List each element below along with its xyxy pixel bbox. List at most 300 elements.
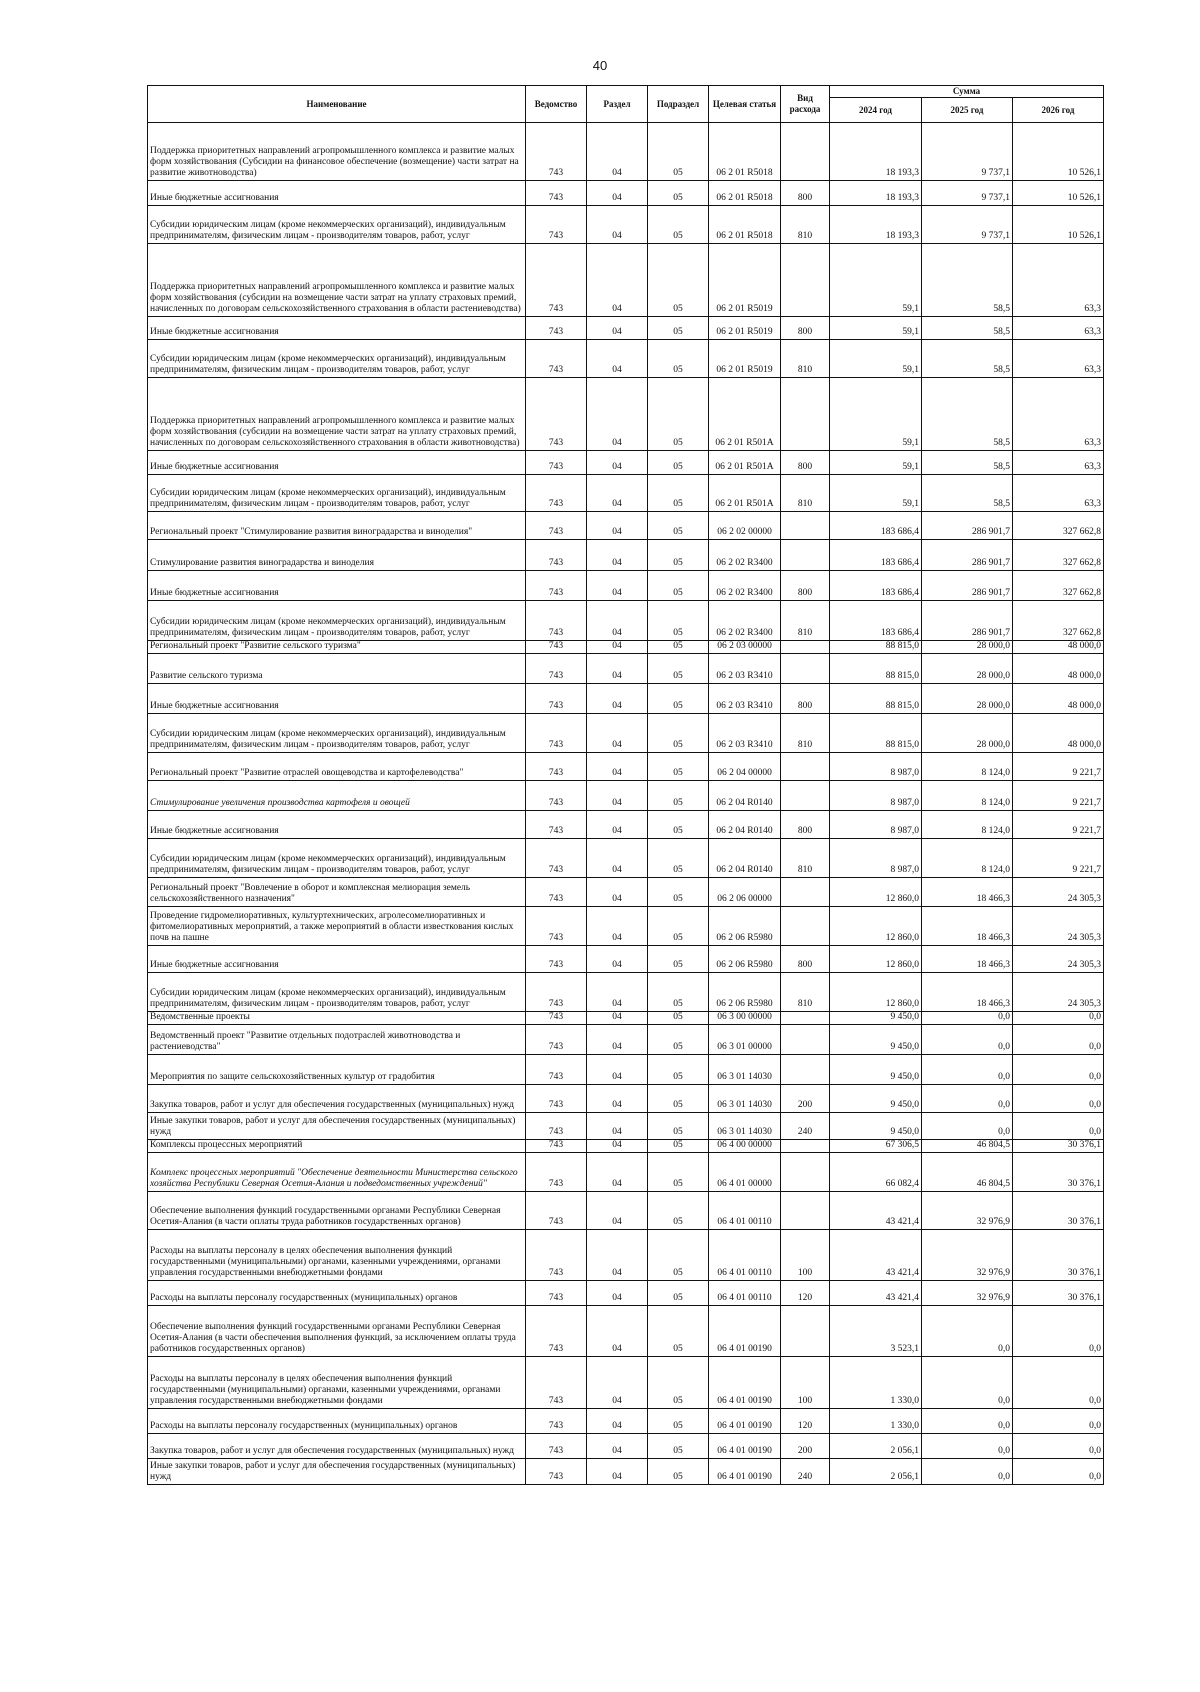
row-amount-2026-cell: 63,3: [1013, 317, 1104, 340]
row-department-cell: 743: [526, 1459, 587, 1485]
row-name-cell: Обеспечение выполнения функций государственными органами Республики Северная Осетия-Алания (в части обеспечения выполнения функций, за исключением оплаты труда работников государственных органов): [148, 1306, 526, 1357]
table-row: [148, 340, 1104, 378]
row-name-cell: Иные бюджетные ассигнования: [148, 684, 526, 714]
row-section-cell: 04: [587, 244, 648, 317]
row-target-item-cell: 06 4 01 00190: [709, 1357, 781, 1409]
row-name-cell: Субсидии юридическим лицам (кроме некоммерческих организаций), индивидуальным предпринимателям, физическим лицам - производителям товаров, работ, услуг: [148, 206, 526, 244]
row-amount-2024-cell: 59,1: [830, 451, 922, 475]
row-amount-2025-cell: 18 466,3: [922, 946, 1013, 973]
row-amount-2025-cell: 28 000,0: [922, 684, 1013, 714]
row-department-cell: 743: [526, 839, 587, 878]
row-name-cell: Иные бюджетные ассигнования: [148, 317, 526, 340]
row-department-cell: 743: [526, 1025, 587, 1055]
row-department-cell: 743: [526, 1409, 587, 1434]
row-amount-2024-cell: 59,1: [830, 475, 922, 512]
row-amount-2025-cell: 58,5: [922, 475, 1013, 512]
table-row: [148, 1230, 1104, 1281]
row-amount-2026-cell: 9 221,7: [1013, 811, 1104, 839]
row-department-cell: 743: [526, 1357, 587, 1409]
table-row: [148, 684, 1104, 714]
row-department-cell: 743: [526, 451, 587, 475]
row-section-cell: 04: [587, 451, 648, 475]
row-expense-type-cell: 800: [781, 684, 830, 714]
row-name-cell: Расходы на выплаты персоналу государственных (муниципальных) органов: [148, 1409, 526, 1434]
row-amount-2025-cell: 0,0: [922, 1012, 1013, 1025]
row-name-cell: Субсидии юридическим лицам (кроме некоммерческих организаций), индивидуальным предпринимателям, физическим лицам - производителям товаров, работ, услуг: [148, 601, 526, 641]
table-row: [148, 451, 1104, 475]
row-amount-2024-cell: 88 815,0: [830, 641, 922, 654]
row-department-cell: 743: [526, 540, 587, 571]
table-row: [148, 781, 1104, 811]
row-subsection-cell: 05: [648, 1192, 709, 1230]
row-name-cell: Расходы на выплаты персоналу в целях обеспечения выполнения функций государственными (муниципальными) органами, казенными учреждениями, органами управления государственными внебюджетными фондами: [148, 1230, 526, 1281]
row-amount-2026-cell: 0,0: [1013, 1357, 1104, 1409]
row-target-item-cell: 06 2 04 00000: [709, 753, 781, 781]
row-section-cell: 04: [587, 753, 648, 781]
row-amount-2026-cell: 10 526,1: [1013, 123, 1104, 181]
row-subsection-cell: 05: [648, 1459, 709, 1485]
row-amount-2024-cell: 3 523,1: [830, 1306, 922, 1357]
row-amount-2025-cell: 9 737,1: [922, 206, 1013, 244]
row-amount-2026-cell: 0,0: [1013, 1434, 1104, 1459]
row-name-cell: Поддержка приоритетных направлений агропромышленного комплекса и развитие малых форм хозяйствования (субсидии на возмещение части затрат на уплату страховых премий, начисленных по договорам сельскохозяйственного страхования в области животноводства): [148, 378, 526, 451]
row-amount-2024-cell: 12 860,0: [830, 878, 922, 907]
row-name-cell: Ведомственные проекты: [148, 1012, 526, 1025]
row-section-cell: 04: [587, 1012, 648, 1025]
row-subsection-cell: 05: [648, 1113, 709, 1140]
row-subsection-cell: 05: [648, 1012, 709, 1025]
row-subsection-cell: 05: [648, 781, 709, 811]
row-subsection-cell: 05: [648, 1230, 709, 1281]
row-amount-2025-cell: 9 737,1: [922, 123, 1013, 181]
row-target-item-cell: 06 4 01 00190: [709, 1409, 781, 1434]
row-department-cell: 743: [526, 206, 587, 244]
row-department-cell: 743: [526, 340, 587, 378]
row-subsection-cell: 05: [648, 571, 709, 601]
row-amount-2024-cell: 88 815,0: [830, 654, 922, 684]
row-expense-type-cell: 100: [781, 1357, 830, 1409]
row-section-cell: 04: [587, 781, 648, 811]
row-department-cell: 743: [526, 714, 587, 753]
row-amount-2025-cell: 8 124,0: [922, 839, 1013, 878]
row-subsection-cell: 05: [648, 1357, 709, 1409]
table-row: [148, 811, 1104, 839]
row-expense-type-cell: 810: [781, 839, 830, 878]
row-subsection-cell: 05: [648, 181, 709, 206]
row-department-cell: 743: [526, 571, 587, 601]
row-amount-2025-cell: 0,0: [922, 1306, 1013, 1357]
row-expense-type-cell: [781, 1055, 830, 1085]
row-section-cell: 04: [587, 654, 648, 684]
row-amount-2025-cell: 286 901,7: [922, 540, 1013, 571]
row-amount-2025-cell: 0,0: [922, 1434, 1013, 1459]
row-subsection-cell: 05: [648, 1025, 709, 1055]
row-target-item-cell: 06 3 01 14030: [709, 1113, 781, 1140]
row-expense-type-cell: 800: [781, 451, 830, 475]
table-row: [148, 714, 1104, 753]
row-target-item-cell: 06 3 00 00000: [709, 1012, 781, 1025]
row-amount-2025-cell: 32 976,9: [922, 1230, 1013, 1281]
row-target-item-cell: 06 2 06 R5980: [709, 973, 781, 1012]
row-amount-2024-cell: 9 450,0: [830, 1113, 922, 1140]
table-row: [148, 641, 1104, 654]
row-subsection-cell: 05: [648, 206, 709, 244]
table-row: [148, 878, 1104, 907]
row-amount-2025-cell: 32 976,9: [922, 1281, 1013, 1306]
row-section-cell: 04: [587, 1357, 648, 1409]
row-section-cell: 04: [587, 641, 648, 654]
row-amount-2026-cell: 63,3: [1013, 340, 1104, 378]
table-row: [148, 601, 1104, 641]
row-amount-2026-cell: 327 662,8: [1013, 601, 1104, 641]
row-target-item-cell: 06 2 01 R5018: [709, 181, 781, 206]
row-section-cell: 04: [587, 973, 648, 1012]
row-amount-2026-cell: 0,0: [1013, 1409, 1104, 1434]
row-department-cell: 743: [526, 907, 587, 946]
row-amount-2025-cell: 58,5: [922, 340, 1013, 378]
row-target-item-cell: 06 2 04 R0140: [709, 811, 781, 839]
row-amount-2025-cell: 0,0: [922, 1055, 1013, 1085]
row-target-item-cell: 06 2 02 R3400: [709, 540, 781, 571]
row-name-cell: Иные бюджетные ассигнования: [148, 811, 526, 839]
row-expense-type-cell: 800: [781, 317, 830, 340]
row-amount-2025-cell: 58,5: [922, 317, 1013, 340]
row-department-cell: 743: [526, 378, 587, 451]
row-expense-type-cell: 200: [781, 1085, 830, 1113]
row-amount-2026-cell: 63,3: [1013, 378, 1104, 451]
row-target-item-cell: 06 3 01 00000: [709, 1025, 781, 1055]
row-amount-2025-cell: 286 901,7: [922, 601, 1013, 641]
row-expense-type-cell: 810: [781, 340, 830, 378]
row-amount-2024-cell: 183 686,4: [830, 540, 922, 571]
row-subsection-cell: 05: [648, 1153, 709, 1192]
row-section-cell: 04: [587, 181, 648, 206]
row-amount-2024-cell: 12 860,0: [830, 907, 922, 946]
header-name: Наименование: [148, 86, 526, 123]
row-expense-type-cell: [781, 540, 830, 571]
row-expense-type-cell: 810: [781, 601, 830, 641]
row-amount-2026-cell: 0,0: [1013, 1012, 1104, 1025]
row-section-cell: 04: [587, 378, 648, 451]
row-expense-type-cell: 120: [781, 1409, 830, 1434]
row-amount-2024-cell: 43 421,4: [830, 1192, 922, 1230]
row-amount-2026-cell: 63,3: [1013, 451, 1104, 475]
row-subsection-cell: 05: [648, 946, 709, 973]
row-section-cell: 04: [587, 839, 648, 878]
row-target-item-cell: 06 2 01 R501A: [709, 475, 781, 512]
row-department-cell: 743: [526, 781, 587, 811]
table-row: [148, 946, 1104, 973]
row-name-cell: Иные бюджетные ассигнования: [148, 571, 526, 601]
table-row: [148, 1085, 1104, 1113]
row-target-item-cell: 06 2 04 R0140: [709, 839, 781, 878]
row-expense-type-cell: 810: [781, 206, 830, 244]
row-name-cell: Субсидии юридическим лицам (кроме некоммерческих организаций), индивидуальным предпринимателям, физическим лицам - производителям товаров, работ, услуг: [148, 714, 526, 753]
row-amount-2025-cell: 28 000,0: [922, 654, 1013, 684]
row-amount-2026-cell: 9 221,7: [1013, 753, 1104, 781]
row-department-cell: 743: [526, 1113, 587, 1140]
row-amount-2025-cell: 286 901,7: [922, 571, 1013, 601]
row-expense-type-cell: 120: [781, 1281, 830, 1306]
header-year-2024: 2024 год: [830, 98, 922, 123]
row-name-cell: Иные бюджетные ассигнования: [148, 181, 526, 206]
row-amount-2026-cell: 63,3: [1013, 244, 1104, 317]
row-amount-2024-cell: 8 987,0: [830, 781, 922, 811]
row-expense-type-cell: 800: [781, 811, 830, 839]
row-section-cell: 04: [587, 1025, 648, 1055]
row-name-cell: Обеспечение выполнения функций государственными органами Республики Северная Осетия-Алания (в части оплаты труда работников государственных органов): [148, 1192, 526, 1230]
header-year-2025: 2025 год: [922, 98, 1013, 123]
row-section-cell: 04: [587, 811, 648, 839]
row-section-cell: 04: [587, 1055, 648, 1085]
row-department-cell: 743: [526, 1192, 587, 1230]
row-department-cell: 743: [526, 1140, 587, 1153]
row-subsection-cell: 05: [648, 475, 709, 512]
header-subsection: Подраздел: [648, 86, 709, 123]
row-section-cell: 04: [587, 540, 648, 571]
row-name-cell: Развитие сельского туризма: [148, 654, 526, 684]
row-expense-type-cell: [781, 878, 830, 907]
row-amount-2026-cell: 30 376,1: [1013, 1140, 1104, 1153]
row-name-cell: Расходы на выплаты персоналу в целях обеспечения выполнения функций государственными (муниципальными) органами, казенными учреждениями, органами управления государственными внебюджетными фондами: [148, 1357, 526, 1409]
row-amount-2026-cell: 30 376,1: [1013, 1281, 1104, 1306]
row-amount-2025-cell: 18 466,3: [922, 973, 1013, 1012]
row-target-item-cell: 06 2 06 00000: [709, 878, 781, 907]
row-amount-2025-cell: 0,0: [922, 1409, 1013, 1434]
row-amount-2025-cell: 286 901,7: [922, 512, 1013, 540]
row-section-cell: 04: [587, 1459, 648, 1485]
row-amount-2024-cell: 43 421,4: [830, 1230, 922, 1281]
row-amount-2026-cell: 10 526,1: [1013, 206, 1104, 244]
row-subsection-cell: 05: [648, 714, 709, 753]
row-name-cell: Региональный проект "Развитие сельского туризма": [148, 641, 526, 654]
row-name-cell: Иные закупки товаров, работ и услуг для обеспечения государственных (муниципальных) нужд: [148, 1459, 526, 1485]
row-target-item-cell: 06 2 01 R5019: [709, 317, 781, 340]
table-row: [148, 571, 1104, 601]
row-department-cell: 743: [526, 475, 587, 512]
row-amount-2025-cell: 18 466,3: [922, 878, 1013, 907]
row-amount-2026-cell: 24 305,3: [1013, 878, 1104, 907]
budget-table: [147, 85, 1104, 1485]
row-amount-2025-cell: 28 000,0: [922, 641, 1013, 654]
row-amount-2026-cell: 30 376,1: [1013, 1230, 1104, 1281]
row-subsection-cell: 05: [648, 1140, 709, 1153]
row-amount-2025-cell: 58,5: [922, 378, 1013, 451]
row-name-cell: Стимулирование увеличения производства картофеля и овощей: [148, 781, 526, 811]
table-row: [148, 206, 1104, 244]
row-section-cell: 04: [587, 571, 648, 601]
table-row: [148, 512, 1104, 540]
row-name-cell: Иные закупки товаров, работ и услуг для обеспечения государственных (муниципальных) нужд: [148, 1113, 526, 1140]
row-name-cell: Поддержка приоритетных направлений агропромышленного комплекса и развитие малых форм хозяйствования (субсидии на возмещение части затрат на уплату страховых премий, начисленных по договорам сельскохозяйственного страхования в области растениеводства): [148, 244, 526, 317]
row-section-cell: 04: [587, 1306, 648, 1357]
row-name-cell: Расходы на выплаты персоналу государственных (муниципальных) органов: [148, 1281, 526, 1306]
row-amount-2024-cell: 12 860,0: [830, 946, 922, 973]
row-subsection-cell: 05: [648, 973, 709, 1012]
row-amount-2024-cell: 2 056,1: [830, 1459, 922, 1485]
header-section: Раздел: [587, 86, 648, 123]
row-subsection-cell: 05: [648, 753, 709, 781]
row-department-cell: 743: [526, 317, 587, 340]
row-section-cell: 04: [587, 1409, 648, 1434]
table-row: [148, 1409, 1104, 1434]
row-amount-2025-cell: 8 124,0: [922, 753, 1013, 781]
row-amount-2025-cell: 8 124,0: [922, 811, 1013, 839]
row-name-cell: Субсидии юридическим лицам (кроме некоммерческих организаций), индивидуальным предпринимателям, физическим лицам - производителям товаров, работ, услуг: [148, 340, 526, 378]
row-subsection-cell: 05: [648, 1434, 709, 1459]
row-amount-2025-cell: 0,0: [922, 1113, 1013, 1140]
table-row: [148, 317, 1104, 340]
table-row: [148, 1306, 1104, 1357]
row-section-cell: 04: [587, 684, 648, 714]
row-subsection-cell: 05: [648, 317, 709, 340]
row-subsection-cell: 05: [648, 1409, 709, 1434]
row-amount-2025-cell: 0,0: [922, 1357, 1013, 1409]
row-target-item-cell: 06 2 02 R3400: [709, 601, 781, 641]
row-name-cell: Закупка товаров, работ и услуг для обеспечения государственных (муниципальных) нужд: [148, 1434, 526, 1459]
row-amount-2026-cell: 30 376,1: [1013, 1153, 1104, 1192]
row-department-cell: 743: [526, 123, 587, 181]
table-row: [148, 1025, 1104, 1055]
row-amount-2025-cell: 32 976,9: [922, 1192, 1013, 1230]
row-department-cell: 743: [526, 1012, 587, 1025]
table-row: [148, 181, 1104, 206]
row-target-item-cell: 06 4 01 00110: [709, 1281, 781, 1306]
row-amount-2025-cell: 0,0: [922, 1459, 1013, 1485]
row-subsection-cell: 05: [648, 1306, 709, 1357]
row-name-cell: Стимулирование развития виноградарства и виноделия: [148, 540, 526, 571]
row-name-cell: Региональный проект "Стимулирование развития виноградарства и виноделия": [148, 512, 526, 540]
row-department-cell: 743: [526, 601, 587, 641]
row-section-cell: 04: [587, 1434, 648, 1459]
row-amount-2024-cell: 2 056,1: [830, 1434, 922, 1459]
row-subsection-cell: 05: [648, 340, 709, 378]
row-subsection-cell: 05: [648, 601, 709, 641]
row-target-item-cell: 06 2 03 R3410: [709, 714, 781, 753]
row-amount-2024-cell: 59,1: [830, 340, 922, 378]
row-expense-type-cell: [781, 1012, 830, 1025]
row-target-item-cell: 06 2 01 R501A: [709, 378, 781, 451]
table-row: [148, 1192, 1104, 1230]
row-amount-2026-cell: 0,0: [1013, 1085, 1104, 1113]
row-amount-2024-cell: 9 450,0: [830, 1012, 922, 1025]
row-department-cell: 743: [526, 684, 587, 714]
row-target-item-cell: 06 2 01 R5018: [709, 206, 781, 244]
row-name-cell: Иные бюджетные ассигнования: [148, 946, 526, 973]
row-name-cell: Закупка товаров, работ и услуг для обеспечения государственных (муниципальных) нужд: [148, 1085, 526, 1113]
row-name-cell: Проведение гидромелиоративных, культуртехнических, агролесомелиоративных и фитомелиоративных мероприятий, а также мероприятий в области известкования кислых почв на пашне: [148, 907, 526, 946]
row-target-item-cell: 06 4 01 00110: [709, 1192, 781, 1230]
row-amount-2025-cell: 28 000,0: [922, 714, 1013, 753]
row-amount-2024-cell: 59,1: [830, 378, 922, 451]
row-section-cell: 04: [587, 1140, 648, 1153]
row-expense-type-cell: [781, 907, 830, 946]
row-expense-type-cell: 100: [781, 1230, 830, 1281]
row-section-cell: 04: [587, 946, 648, 973]
row-target-item-cell: 06 4 01 00110: [709, 1230, 781, 1281]
row-amount-2024-cell: 59,1: [830, 244, 922, 317]
row-amount-2024-cell: 43 421,4: [830, 1281, 922, 1306]
row-target-item-cell: 06 2 02 00000: [709, 512, 781, 540]
row-name-cell: Поддержка приоритетных направлений агропромышленного комплекса и развитие малых форм хозяйствования (Субсидии на финансовое обеспечение (возмещение) части затрат на развитие животноводства): [148, 123, 526, 181]
row-target-item-cell: 06 2 06 R5980: [709, 907, 781, 946]
header-target-item: Целевая статья: [709, 86, 781, 123]
row-expense-type-cell: [781, 123, 830, 181]
row-name-cell: Иные бюджетные ассигнования: [148, 451, 526, 475]
row-target-item-cell: 06 4 01 00190: [709, 1459, 781, 1485]
row-expense-type-cell: 200: [781, 1434, 830, 1459]
row-expense-type-cell: [781, 641, 830, 654]
row-target-item-cell: 06 2 06 R5980: [709, 946, 781, 973]
row-expense-type-cell: [781, 378, 830, 451]
row-amount-2025-cell: 9 737,1: [922, 181, 1013, 206]
row-name-cell: Субсидии юридическим лицам (кроме некоммерческих организаций), индивидуальным предпринимателям, физическим лицам - производителям товаров, работ, услуг: [148, 475, 526, 512]
header-year-2026: 2026 год: [1013, 98, 1104, 123]
row-expense-type-cell: [781, 1140, 830, 1153]
table-row: [148, 475, 1104, 512]
table-row: [148, 1153, 1104, 1192]
row-amount-2024-cell: 8 987,0: [830, 811, 922, 839]
row-expense-type-cell: [781, 1192, 830, 1230]
row-section-cell: 04: [587, 601, 648, 641]
page-number: 40: [592, 58, 608, 73]
row-amount-2026-cell: 0,0: [1013, 1306, 1104, 1357]
row-amount-2026-cell: 9 221,7: [1013, 781, 1104, 811]
table-row: [148, 378, 1104, 451]
row-target-item-cell: 06 2 02 R3400: [709, 571, 781, 601]
row-amount-2025-cell: 46 804,5: [922, 1140, 1013, 1153]
row-amount-2024-cell: 1 330,0: [830, 1357, 922, 1409]
row-target-item-cell: 06 2 01 R5019: [709, 340, 781, 378]
row-section-cell: 04: [587, 206, 648, 244]
row-department-cell: 743: [526, 1306, 587, 1357]
row-section-cell: 04: [587, 512, 648, 540]
table-row: [148, 1113, 1104, 1140]
row-amount-2024-cell: 59,1: [830, 317, 922, 340]
table-row: [148, 244, 1104, 317]
table-row: [148, 654, 1104, 684]
row-amount-2026-cell: 24 305,3: [1013, 973, 1104, 1012]
row-expense-type-cell: [781, 781, 830, 811]
row-target-item-cell: 06 2 04 R0140: [709, 781, 781, 811]
row-amount-2026-cell: 48 000,0: [1013, 684, 1104, 714]
row-amount-2024-cell: 12 860,0: [830, 973, 922, 1012]
row-expense-type-cell: [781, 512, 830, 540]
row-section-cell: 04: [587, 1153, 648, 1192]
row-amount-2025-cell: 18 466,3: [922, 907, 1013, 946]
row-subsection-cell: 05: [648, 244, 709, 317]
row-target-item-cell: 06 3 01 14030: [709, 1055, 781, 1085]
row-section-cell: 04: [587, 340, 648, 378]
row-expense-type-cell: [781, 1306, 830, 1357]
row-department-cell: 743: [526, 641, 587, 654]
row-expense-type-cell: 800: [781, 946, 830, 973]
row-expense-type-cell: [781, 753, 830, 781]
row-section-cell: 04: [587, 1192, 648, 1230]
row-section-cell: 04: [587, 878, 648, 907]
row-subsection-cell: 05: [648, 641, 709, 654]
row-amount-2024-cell: 67 306,5: [830, 1140, 922, 1153]
row-name-cell: Комплекс процессных мероприятий "Обеспечение деятельности Министерства сельского хозяйства Республики Северная Осетия-Алания и подведомственных учреждений": [148, 1153, 526, 1192]
row-subsection-cell: 05: [648, 1085, 709, 1113]
row-amount-2024-cell: 8 987,0: [830, 753, 922, 781]
row-department-cell: 743: [526, 1230, 587, 1281]
row-name-cell: Ведомственный проект "Развитие отдельных подотраслей животноводства и растениеводства": [148, 1025, 526, 1055]
row-expense-type-cell: [781, 1153, 830, 1192]
row-target-item-cell: 06 2 01 R5019: [709, 244, 781, 317]
row-amount-2024-cell: 88 815,0: [830, 714, 922, 753]
row-amount-2026-cell: 327 662,8: [1013, 512, 1104, 540]
